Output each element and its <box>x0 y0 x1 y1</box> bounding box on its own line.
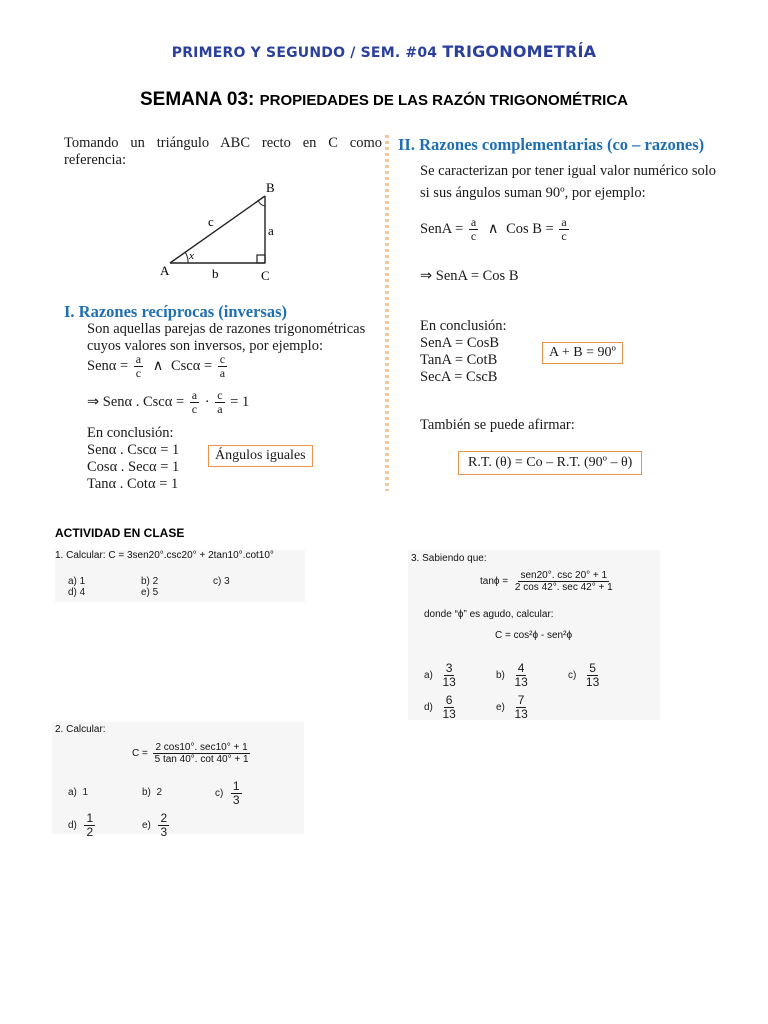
fraction-num: a <box>191 388 198 402</box>
section2-conclusion <box>420 318 507 386</box>
fraction <box>84 812 95 839</box>
fraction <box>440 662 457 689</box>
angle-x-label: x <box>189 250 194 262</box>
conclusion-title: En conclusión: <box>87 425 174 441</box>
fraction <box>218 353 227 380</box>
option-value: 1 <box>82 787 89 798</box>
section1-conclusion <box>87 425 179 493</box>
q2-option-c <box>215 780 244 807</box>
q3-option-d <box>424 694 460 721</box>
question-3-calc: C = cos²ϕ - sen²ϕ <box>495 630 573 641</box>
fraction-den: 13 <box>514 707 528 721</box>
title-rest: PROPIEDADES DE LAS RAZÓN TRIGONOMÉTRICA <box>259 92 628 109</box>
conclusion-line: SecA = CscB <box>420 369 498 385</box>
fraction <box>512 694 529 721</box>
fraction <box>559 216 568 243</box>
q1-option: a) 1 <box>68 576 86 587</box>
fraction-num: c <box>219 352 226 366</box>
question-2-formula <box>132 742 253 765</box>
fraction-den: c <box>135 366 142 380</box>
fraction-den: 13 <box>442 707 456 721</box>
fraction <box>513 570 615 593</box>
fraction-num: 1 <box>232 779 240 793</box>
option-letter: b) <box>496 670 505 682</box>
fraction <box>440 694 457 721</box>
fraction-num: 2 <box>160 811 168 825</box>
intro-text: Tomando un triángulo ABC recto en C como referencia: <box>64 135 382 168</box>
q3-option-b <box>496 662 532 689</box>
and-symbol: ∧ <box>152 357 164 374</box>
q1-option: e) 5 <box>141 587 159 598</box>
hypotenuse-line <box>170 196 265 263</box>
angles-equal-box: Ángulos iguales <box>208 445 313 467</box>
option-letter: e) <box>496 702 505 714</box>
column-separator <box>385 135 389 491</box>
fraction <box>134 353 143 380</box>
section1-eq2 <box>87 389 249 416</box>
fraction-den: c <box>191 402 198 416</box>
side-c-label: c <box>208 214 214 229</box>
eq1-lhs: Senα = <box>87 357 129 374</box>
option-letter: c) <box>568 670 577 682</box>
title-lead: SEMANA 03: <box>139 89 260 110</box>
fraction-den: 2 cos 42°. sec 42° + 1 <box>514 582 613 593</box>
cofunction-rule-box: R.T. (θ) = Co – R.T. (90º – θ) <box>458 451 642 475</box>
fraction-num: sen20°. csc 20° + 1 <box>520 570 608 581</box>
fraction <box>584 662 601 689</box>
section2-title: II. Razones complementarias (co – razones) <box>398 135 705 154</box>
question-2-label: 2. Calcular: <box>55 724 106 735</box>
formula-lhs: C = <box>132 748 148 760</box>
fraction-num: 3 <box>445 661 453 675</box>
q2-option-d <box>68 812 97 839</box>
fraction <box>215 389 224 416</box>
fraction-den: 13 <box>442 675 456 689</box>
conclusion-line: Tanα . Cotα = 1 <box>87 476 179 492</box>
side-a-label: a <box>268 223 274 238</box>
fraction-num: a <box>561 215 567 229</box>
question-1 <box>55 550 305 602</box>
page-title <box>0 89 768 111</box>
q3-option-c <box>568 662 603 689</box>
q1-option: c) 3 <box>213 576 230 587</box>
formula-lhs: tanϕ = <box>480 576 509 588</box>
right-triangle-figure <box>150 178 290 283</box>
fraction <box>190 389 199 416</box>
side-b-label: b <box>212 266 219 281</box>
also-text: También se puede afirmar: <box>420 417 575 433</box>
fraction-den: 2 <box>86 825 94 839</box>
option-letter: a) <box>68 787 77 798</box>
question-3-label: 3. Sabiendo que: <box>411 553 487 564</box>
conclusion-line: Senα . Cscα = 1 <box>87 442 180 458</box>
fraction-num: 1 <box>86 811 94 825</box>
option-letter: e) <box>142 820 151 832</box>
q1-option: b) 2 <box>141 576 159 587</box>
q3-option-a <box>424 662 460 689</box>
fraction-den: 13 <box>514 675 528 689</box>
fraction-den: a <box>217 402 223 416</box>
fraction-den: 3 <box>160 825 168 839</box>
fraction <box>231 780 242 807</box>
vertex-c-label: C <box>261 268 270 283</box>
activity-title: ACTIVIDAD EN CLASE <box>55 526 185 540</box>
document-header <box>0 42 768 61</box>
q2-option-b <box>142 787 162 798</box>
conclusion-title: En conclusión: <box>420 318 507 334</box>
fraction-num: 2 cos10°. sec10° + 1 <box>155 742 248 753</box>
fraction-num: a <box>470 215 477 229</box>
option-value: 2 <box>156 787 163 798</box>
question-1-label: 1. Calcular: C = 3sen20°.csc20° + 2tan10°.cot10° <box>55 550 274 561</box>
q3-option-e <box>496 694 532 721</box>
section1-eq1 <box>87 353 229 380</box>
right-angle-mark <box>257 255 265 263</box>
section2-desc: Se caracterizan por tener igual valor numérico solo si sus ángulos suman 90º, por ejemplo: <box>420 163 716 201</box>
angle-arc <box>185 252 188 263</box>
dot-symbol: · <box>204 393 210 410</box>
header-prefix: PRIMERO Y SEGUNDO / SEM. #04 <box>171 45 443 61</box>
fraction <box>469 216 478 243</box>
section2-eq1 <box>420 216 571 243</box>
question-3-where: donde “ϕ” es agudo, calcular: <box>424 609 554 620</box>
option-letter: c) <box>215 788 224 800</box>
section2-eq2: ⇒ SenA = Cos B <box>420 268 519 284</box>
option-letter: b) <box>142 787 151 798</box>
q2-option-a <box>68 787 88 798</box>
fraction-den: c <box>470 229 477 243</box>
header-subject: TRIGONOMETRÍA <box>442 42 597 61</box>
fraction-den: 13 <box>585 675 600 689</box>
fraction <box>512 662 529 689</box>
fraction-num: 5 <box>589 661 596 675</box>
conclusion-line: SenA = CosB <box>420 335 500 351</box>
fraction-den: c <box>561 229 567 243</box>
conclusion-line: Cosα . Secα = 1 <box>87 459 180 475</box>
fraction-num: a <box>135 352 142 366</box>
fraction-num: 4 <box>517 661 525 675</box>
eq2-rhs: = 1 <box>230 393 250 410</box>
fraction-num: 7 <box>517 693 525 707</box>
fraction-den: a <box>219 366 226 380</box>
question-3-formula <box>480 570 617 593</box>
fraction-den: 3 <box>232 793 240 807</box>
fraction-num: c <box>217 388 223 402</box>
option-letter: d) <box>68 820 77 832</box>
vertex-a-label: A <box>160 263 170 278</box>
eq2-lhs: ⇒ Senα . Cscα = <box>87 393 185 410</box>
q2-option-e <box>142 812 171 839</box>
section1-desc: Son aquellas parejas de razones trigonométricas cuyos valores son inversos, por ejemplo: <box>87 321 366 354</box>
fraction-num: 6 <box>445 693 453 707</box>
section1-title: I. Razones recíprocas (inversas) <box>64 302 288 321</box>
angle-sum-box: A + B = 90º <box>542 342 623 364</box>
eq1-lhs: SenA = <box>420 220 464 237</box>
conclusion-line: TanA = CotB <box>420 352 498 368</box>
q1-option: d) 4 <box>68 587 86 598</box>
fraction <box>153 742 251 765</box>
vertex-b-label: B <box>266 180 275 195</box>
option-letter: d) <box>424 702 433 714</box>
fraction <box>158 812 169 839</box>
option-letter: a) <box>424 670 433 682</box>
eq1-mid: Cscα = <box>170 357 213 374</box>
fraction-den: 5 tan 40°. cot 40° + 1 <box>154 754 249 765</box>
and-symbol: ∧ <box>487 220 499 237</box>
eq1-mid: Cos B = <box>506 220 554 237</box>
